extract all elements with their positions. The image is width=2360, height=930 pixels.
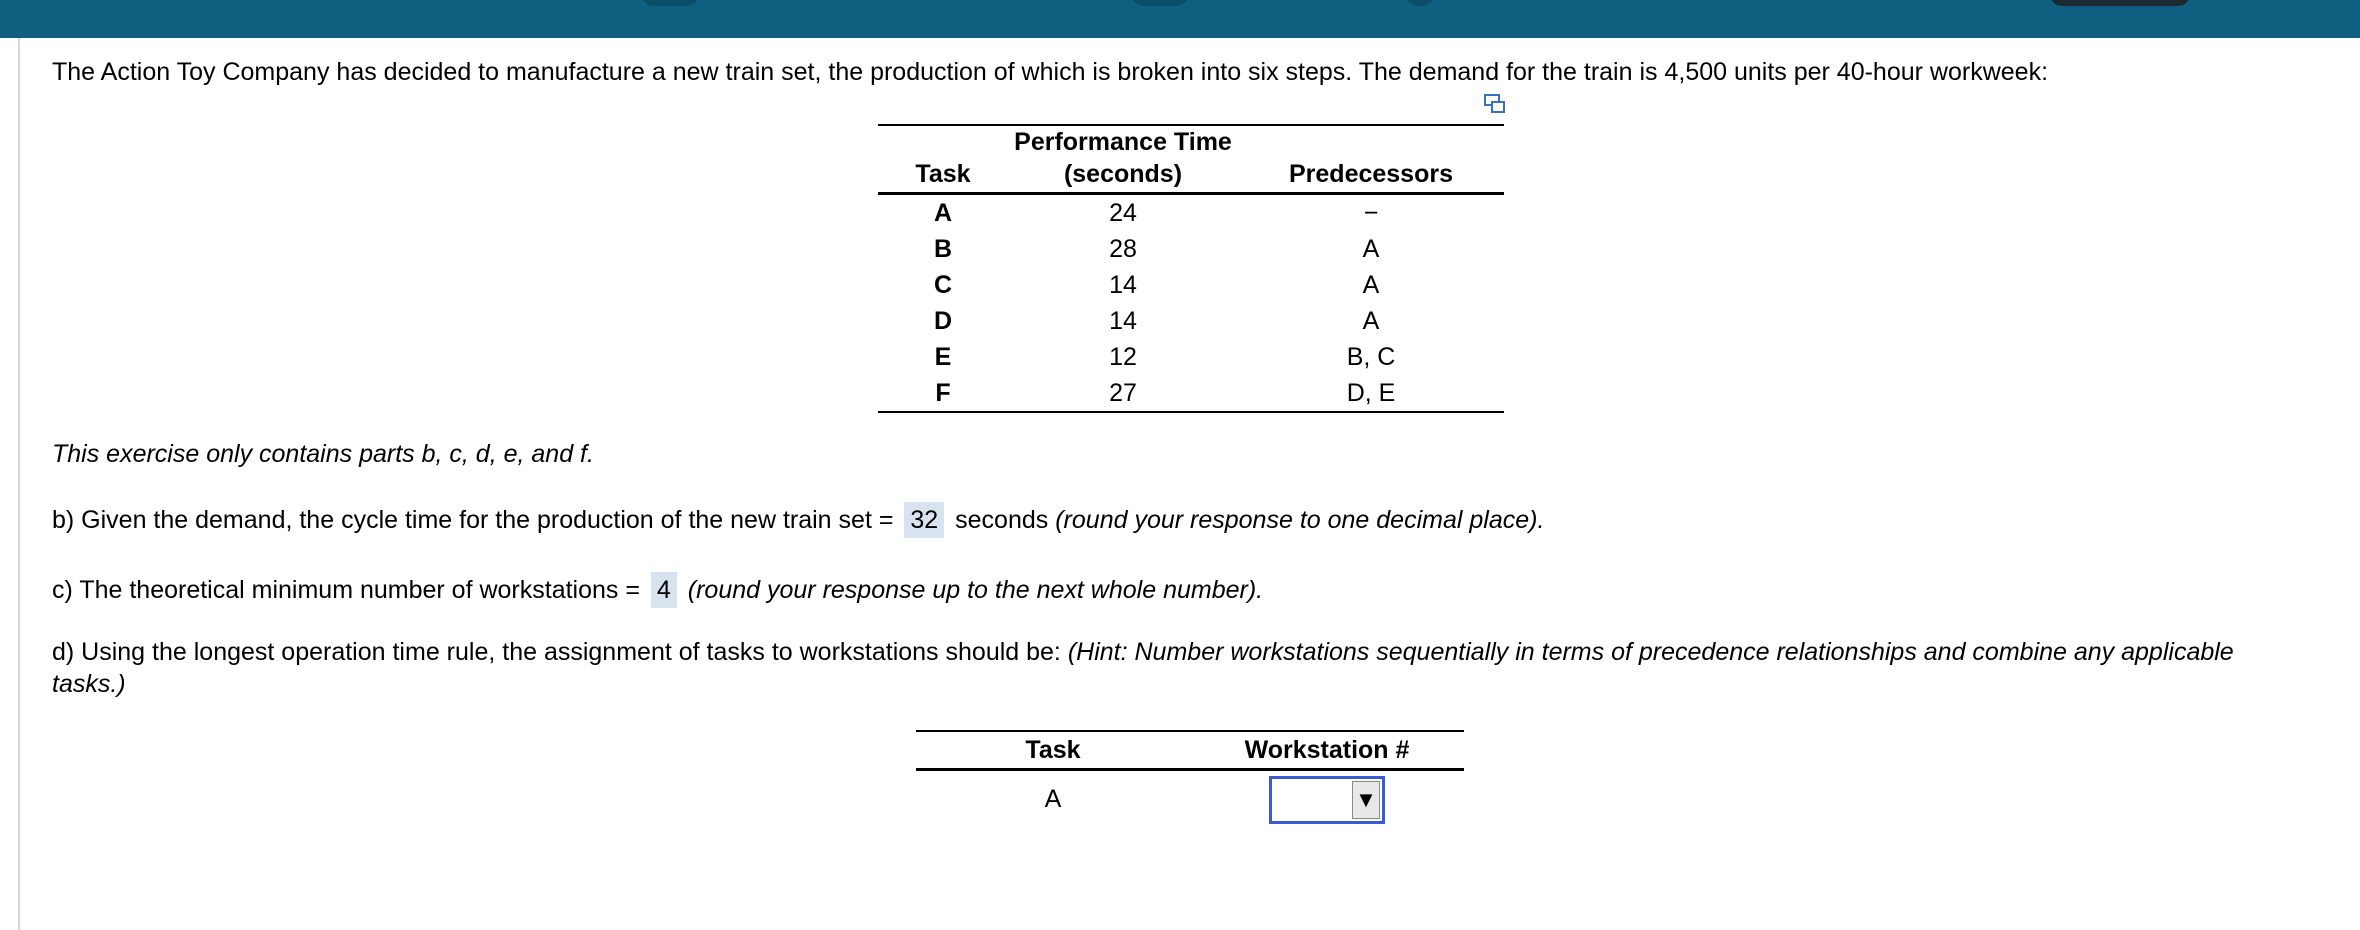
task-cell: E: [934, 343, 952, 371]
time-cell: 12: [1109, 343, 1137, 371]
chevron-down-icon[interactable]: ▼: [1352, 781, 1380, 819]
part-b-hint: (round your response to one decimal place).: [1055, 506, 1545, 534]
assignment-table-header: [916, 731, 1464, 770]
header-workstation: Workstation #: [1244, 736, 1410, 764]
table-row: [878, 375, 1504, 412]
time-cell: 24: [1109, 199, 1137, 227]
assign-task-cell: A: [1044, 785, 1062, 813]
left-divider: [18, 38, 20, 930]
time-cell: 14: [1109, 307, 1137, 335]
header-task: Task: [915, 160, 971, 188]
time-cell: 28: [1109, 235, 1137, 263]
part-d: [52, 636, 2252, 700]
part-c-prefix: c) The theoretical minimum number of workstations =: [52, 576, 640, 604]
part-b-unit: seconds: [955, 506, 1049, 534]
table-row: [878, 194, 1504, 232]
header-time: [1008, 125, 1238, 194]
pred-cell: −: [1363, 199, 1379, 227]
intro-text: The Action Toy Company has decided to manufacture a new train set, the production of which is broken into six steps. The demand for the train is 4,500 units per 40-hour workweek:: [52, 58, 2049, 86]
part-c-answer[interactable]: 4: [651, 572, 677, 608]
task-cell: A: [933, 199, 953, 227]
task-table-header: [878, 125, 1504, 194]
pred-cell: A: [1362, 271, 1380, 299]
table-row: [878, 303, 1504, 339]
table-row: [878, 267, 1504, 303]
part-b-prefix: b) Given the demand, the cycle time for the production of the new train set =: [52, 506, 894, 534]
part-d-prefix: d) Using the longest operation time rule, the assignment of tasks to workstations should be:: [52, 638, 1061, 666]
table-row: [916, 770, 1464, 828]
task-cell: D: [933, 307, 953, 335]
part-c: [52, 572, 1263, 608]
task-cell: F: [935, 379, 951, 407]
part-b-answer[interactable]: 32: [904, 502, 944, 538]
time-cell: 27: [1109, 379, 1137, 407]
banner-nub: [1130, 0, 1190, 6]
task-table: [878, 124, 1504, 413]
table-row: [878, 231, 1504, 267]
part-d-hint: (Hint: Number workstations sequentially in terms of precedence relationships and combine any applicable tasks.): [52, 638, 2234, 698]
assignment-table: [916, 730, 1464, 827]
pred-cell: B, C: [1346, 343, 1396, 371]
time-cell: 14: [1109, 271, 1137, 299]
header-time-line1: Performance Time: [1014, 128, 1232, 156]
header-predecessors: Predecessors: [1288, 160, 1453, 188]
banner-nub: [1405, 0, 1435, 6]
task-cell: C: [933, 271, 953, 299]
expand-icon[interactable]: [1484, 94, 1506, 114]
header-assign-task: Task: [1025, 736, 1081, 764]
workstation-cell: [1190, 770, 1464, 828]
part-b: [52, 502, 1544, 538]
top-banner: [0, 0, 2360, 38]
table-row: [878, 339, 1504, 375]
exercise-note: This exercise only contains parts b, c, d, e, and f.: [52, 440, 594, 468]
pred-cell: A: [1362, 307, 1380, 335]
task-cell: B: [933, 235, 953, 263]
pred-cell: A: [1362, 235, 1380, 263]
banner-nub: [640, 0, 700, 6]
workstation-select[interactable]: [1269, 776, 1385, 824]
banner-button[interactable]: [2050, 0, 2190, 6]
part-c-hint: (round your response up to the next whole number).: [687, 576, 1264, 604]
pred-cell: D, E: [1346, 379, 1396, 407]
header-time-line2: (seconds): [1063, 160, 1183, 188]
